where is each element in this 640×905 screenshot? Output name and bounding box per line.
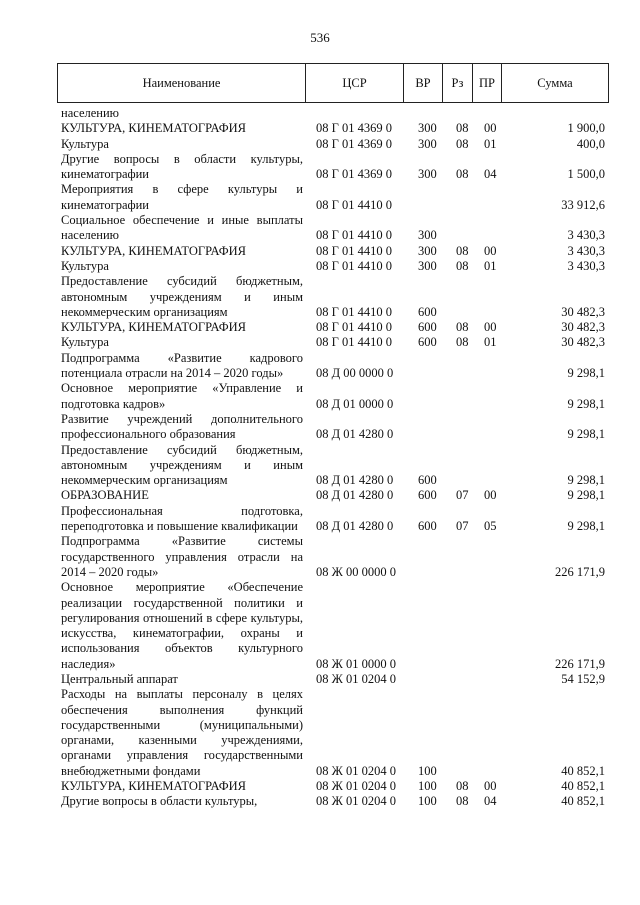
row-rz: 08 bbox=[456, 335, 469, 350]
row-rz: 07 bbox=[456, 488, 469, 503]
row-sum: 1 500,0 bbox=[567, 167, 605, 182]
row-csr: 08 Г 01 4410 0 bbox=[316, 258, 392, 273]
row-csr: 08 Г 01 4369 0 bbox=[316, 121, 392, 136]
row-sum: 40 852,1 bbox=[561, 763, 605, 778]
table-row bbox=[0, 259, 640, 274]
row-sum: 9 298,1 bbox=[567, 473, 605, 488]
table-row bbox=[0, 687, 640, 779]
row-csr: 08 Д 01 4280 0 bbox=[316, 473, 394, 488]
row-values bbox=[0, 366, 640, 381]
table-row bbox=[0, 351, 640, 382]
row-pr: 04 bbox=[484, 167, 497, 182]
row-pr: 00 bbox=[484, 121, 497, 136]
row-vr: 300 bbox=[418, 258, 437, 273]
row-csr: 08 Ж 01 0204 0 bbox=[316, 779, 396, 794]
table-row bbox=[0, 794, 640, 809]
row-name: Основное мероприятие «Управление и подготовка кадров» bbox=[61, 381, 303, 411]
row-values bbox=[0, 106, 640, 121]
row-csr: 08 Г 01 4410 0 bbox=[316, 243, 392, 258]
row-sum: 40 852,1 bbox=[561, 779, 605, 794]
row-csr: 08 Г 01 4410 0 bbox=[316, 304, 392, 319]
header-sum: Сумма bbox=[537, 75, 573, 90]
row-vr: 300 bbox=[418, 243, 437, 258]
row-sum: 33 912,6 bbox=[561, 197, 605, 212]
row-csr: 08 Д 01 4280 0 bbox=[316, 427, 394, 442]
row-vr: 300 bbox=[418, 136, 437, 151]
row-name: Другие вопросы в области культуры, кинематографии bbox=[61, 151, 303, 182]
row-values bbox=[0, 565, 640, 580]
row-sum: 30 482,3 bbox=[561, 304, 605, 319]
table-row bbox=[0, 244, 640, 259]
row-vr: 600 bbox=[418, 473, 437, 488]
row-sum: 9 298,1 bbox=[567, 519, 605, 534]
table-header bbox=[57, 63, 609, 103]
row-values bbox=[0, 672, 640, 687]
table-row bbox=[0, 779, 640, 794]
row-sum: 3 430,3 bbox=[567, 228, 605, 243]
table-row bbox=[0, 137, 640, 152]
row-csr: 08 Ж 01 0204 0 bbox=[316, 763, 396, 778]
row-name: Культура bbox=[61, 258, 109, 273]
row-csr: 08 Ж 01 0000 0 bbox=[316, 656, 396, 671]
row-rz: 08 bbox=[456, 258, 469, 273]
row-csr: 08 Ж 01 0204 0 bbox=[316, 794, 396, 809]
table-row bbox=[0, 106, 640, 121]
row-name: Подпрограмма «Развитие кадрового потенциала отрасли на 2014 – 2020 годы» bbox=[61, 350, 303, 381]
row-name: Социальное обеспечение и иные выплаты населению bbox=[61, 213, 303, 243]
header-rz: Рз bbox=[451, 75, 464, 90]
row-sum: 226 171,9 bbox=[555, 564, 605, 579]
row-values bbox=[0, 229, 640, 244]
row-values bbox=[0, 764, 640, 779]
row-values bbox=[0, 259, 640, 274]
row-values bbox=[0, 167, 640, 182]
row-values bbox=[0, 320, 640, 335]
row-values bbox=[0, 779, 640, 794]
row-vr: 300 bbox=[418, 167, 437, 182]
header-vr: ВР bbox=[415, 75, 431, 90]
row-values bbox=[0, 397, 640, 412]
row-values bbox=[0, 137, 640, 152]
row-pr: 04 bbox=[484, 794, 497, 809]
row-sum: 3 430,3 bbox=[567, 258, 605, 273]
table-row bbox=[0, 580, 640, 672]
row-pr: 01 bbox=[484, 136, 497, 151]
row-name: Подпрограмма «Развитие системы государственного управления отрасли на 2014 – 2020 годы» bbox=[61, 534, 303, 579]
row-values bbox=[0, 305, 640, 320]
page-number: 536 bbox=[310, 30, 330, 45]
row-name: Расходы на выплаты персоналу в целях обеспечения выполнения функций государственными (муниципальными) органами, казенными учреждениями, органами управления государственными внебюджетными фондами bbox=[61, 687, 303, 778]
row-sum: 9 298,1 bbox=[567, 366, 605, 381]
row-name: ОБРАЗОВАНИЕ bbox=[61, 488, 149, 503]
row-name: Культура bbox=[61, 136, 109, 151]
table-row bbox=[0, 443, 640, 489]
row-csr: 08 Д 01 0000 0 bbox=[316, 396, 394, 411]
row-values bbox=[0, 657, 640, 672]
row-rz: 08 bbox=[456, 167, 469, 182]
row-csr: 08 Д 00 0000 0 bbox=[316, 366, 394, 381]
table-row bbox=[0, 381, 640, 412]
row-values bbox=[0, 473, 640, 488]
row-name: КУЛЬТУРА, КИНЕМАТОГРАФИЯ bbox=[61, 121, 246, 136]
row-name: Основное мероприятие «Обеспечение реализации государственной политики и регулирования отношений в сфере культуры, искусства, кинематографии, охраны и использования объектов культурного наследия» bbox=[61, 580, 303, 671]
row-csr: 08 Г 01 4410 0 bbox=[316, 228, 392, 243]
row-rz: 08 bbox=[456, 121, 469, 136]
row-name: Мероприятия в сфере культуры и кинематографии bbox=[61, 182, 303, 212]
table-row bbox=[0, 121, 640, 136]
row-csr: 08 Г 01 4369 0 bbox=[316, 136, 392, 151]
row-pr: 01 bbox=[484, 335, 497, 350]
row-pr: 00 bbox=[484, 488, 497, 503]
row-vr: 600 bbox=[418, 519, 437, 534]
table-row bbox=[0, 412, 640, 443]
table-body bbox=[0, 106, 640, 810]
row-pr: 00 bbox=[484, 779, 497, 794]
row-sum: 40 852,1 bbox=[561, 794, 605, 809]
row-vr: 300 bbox=[418, 121, 437, 136]
row-csr: 08 Г 01 4410 0 bbox=[316, 197, 392, 212]
row-csr: 08 Г 01 4410 0 bbox=[316, 320, 392, 335]
row-vr: 100 bbox=[418, 794, 437, 809]
row-vr: 600 bbox=[418, 320, 437, 335]
row-pr: 05 bbox=[484, 519, 497, 534]
row-csr: 08 Г 01 4369 0 bbox=[316, 167, 392, 182]
table-row bbox=[0, 274, 640, 320]
row-rz: 08 bbox=[456, 136, 469, 151]
row-rz: 08 bbox=[456, 779, 469, 794]
row-values bbox=[0, 795, 640, 810]
row-vr: 600 bbox=[418, 335, 437, 350]
row-vr: 600 bbox=[418, 488, 437, 503]
row-name: Профессиональная подготовка, переподготовка и повышение квалификации bbox=[61, 503, 303, 534]
header-name: Наименование bbox=[142, 75, 221, 90]
row-name: Другие вопросы в области культуры, bbox=[61, 794, 258, 809]
row-name: Предоставление субсидий бюджетным, автономным учреждениям и иным некоммерческим организациям bbox=[61, 274, 303, 319]
row-values bbox=[0, 198, 640, 213]
row-pr: 00 bbox=[484, 243, 497, 258]
row-name: Предоставление субсидий бюджетным, автономным учреждениям и иным некоммерческим организациям bbox=[61, 442, 303, 488]
row-rz: 07 bbox=[456, 519, 469, 534]
table-row bbox=[0, 152, 640, 183]
row-csr: 08 Ж 00 0000 0 bbox=[316, 564, 396, 579]
row-sum: 9 298,1 bbox=[567, 427, 605, 442]
row-sum: 226 171,9 bbox=[555, 656, 605, 671]
row-name: Развитие учреждений дополнительного профессионального образования bbox=[61, 411, 303, 442]
row-name: Культура bbox=[61, 335, 109, 350]
row-values bbox=[0, 244, 640, 259]
row-name: КУЛЬТУРА, КИНЕМАТОГРАФИЯ bbox=[61, 779, 246, 794]
header-csr: ЦСР bbox=[342, 75, 367, 90]
row-values bbox=[0, 122, 640, 137]
header-pr: ПР bbox=[479, 75, 495, 90]
row-name: КУЛЬТУРА, КИНЕМАТОГРАФИЯ bbox=[61, 320, 246, 335]
row-name: КУЛЬТУРА, КИНЕМАТОГРАФИЯ bbox=[61, 243, 246, 258]
table-row bbox=[0, 534, 640, 580]
row-sum: 54 152,9 bbox=[561, 671, 605, 686]
row-sum: 9 298,1 bbox=[567, 396, 605, 411]
row-values bbox=[0, 428, 640, 443]
row-values bbox=[0, 519, 640, 534]
row-values bbox=[0, 336, 640, 351]
row-vr: 100 bbox=[418, 763, 437, 778]
table-row bbox=[0, 213, 640, 244]
table-row bbox=[0, 182, 640, 213]
row-rz: 08 bbox=[456, 794, 469, 809]
row-values bbox=[0, 489, 640, 504]
table-row bbox=[0, 320, 640, 335]
row-name: Центральный аппарат bbox=[61, 671, 178, 686]
row-sum: 9 298,1 bbox=[567, 488, 605, 503]
row-pr: 00 bbox=[484, 320, 497, 335]
table-row bbox=[0, 335, 640, 350]
row-name: населению bbox=[61, 106, 119, 120]
row-rz: 08 bbox=[456, 320, 469, 335]
row-vr: 300 bbox=[418, 228, 437, 243]
row-sum: 30 482,3 bbox=[561, 335, 605, 350]
row-csr: 08 Г 01 4410 0 bbox=[316, 335, 392, 350]
row-vr: 100 bbox=[418, 779, 437, 794]
row-rz: 08 bbox=[456, 243, 469, 258]
row-pr: 01 bbox=[484, 258, 497, 273]
row-csr: 08 Ж 01 0204 0 bbox=[316, 671, 396, 686]
row-sum: 400,0 bbox=[576, 136, 605, 151]
table-row bbox=[0, 488, 640, 503]
table-row bbox=[0, 672, 640, 687]
row-sum: 1 900,0 bbox=[567, 121, 605, 136]
row-vr: 600 bbox=[418, 304, 437, 319]
row-csr: 08 Д 01 4280 0 bbox=[316, 519, 394, 534]
table-row bbox=[0, 504, 640, 535]
row-csr: 08 Д 01 4280 0 bbox=[316, 488, 394, 503]
row-sum: 3 430,3 bbox=[567, 243, 605, 258]
row-sum: 30 482,3 bbox=[561, 320, 605, 335]
